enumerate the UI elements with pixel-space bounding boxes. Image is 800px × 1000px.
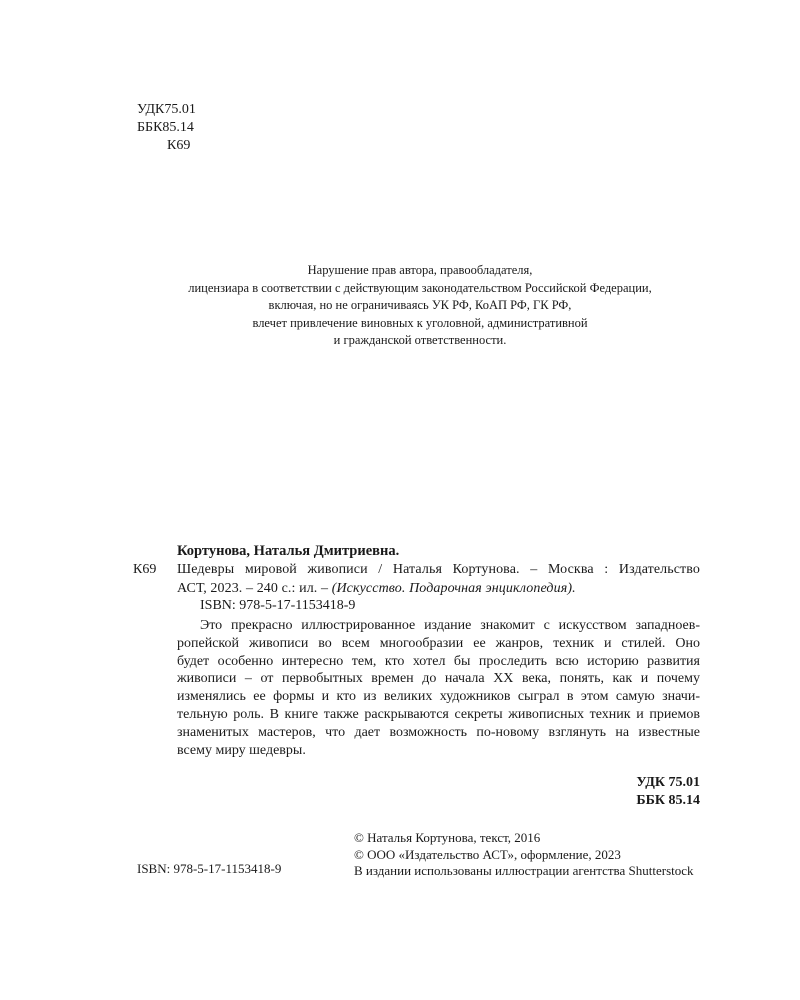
record-imprint: АСТ, 2023. – 240 с.: ил. – [177, 581, 332, 596]
author-mark: К69 [167, 138, 191, 153]
udk-code: УДК75.01 [137, 102, 196, 117]
copyright-block [354, 830, 694, 880]
annotation-paragraph [177, 617, 700, 759]
notice-line: включая, но не ограничиваясь УК РФ, КоАП РФ, ГК РФ, [268, 298, 572, 313]
record-author-mark: К69 [133, 562, 157, 577]
record-description [177, 560, 700, 598]
record-series: (Искусство. Подарочная энциклопедия). [331, 581, 576, 596]
udk-code-bottom: УДК 75.01 [636, 775, 700, 790]
annotation-line: изменялись ее формы и кто из великих художников сыграл в этом самую значи- [177, 689, 700, 705]
notice-line: Нарушение прав автора, правообладателя, [307, 263, 533, 277]
record-description-line [177, 579, 700, 598]
record-description-line: Шедевры мировой живописи / Наталья Кортунова. – Москва : Издательство [177, 562, 700, 577]
classification-block [137, 101, 196, 155]
annotation-line: будет особенно интересно тем, кто хотел бы проследить всю историю развития [177, 653, 700, 669]
copyright-notice [150, 262, 690, 350]
notice-line: влечет привлечение виновных к уголовной, административной [252, 315, 588, 330]
annotation-line: тельную роль. В книге также раскрываются секреты живописных техник и приемов [177, 706, 700, 722]
notice-line: лицензиара в соответствии с действующим законодательством Российской Федерации, [188, 280, 652, 295]
footer-isbn: ISBN: 978-5-17-1153418-9 [137, 861, 282, 876]
copyright-line: © Наталья Кортунова, текст, 2016 [354, 830, 541, 845]
annotation-line: знаменитых мастеров, что дает возможность по-новому взглянуть на известные [177, 724, 700, 740]
copyright-line: © ООО «Издательство АСТ», оформление, 2023 [354, 846, 621, 862]
illustration-credit: В издании использованы иллюстрации агентства Shutterstock [354, 863, 694, 878]
udk-bbk-bottom [560, 774, 700, 810]
annotation-line: Это прекрасно иллюстрированное издание знакомит с искусством западноев- [200, 618, 700, 633]
annotation-line: живописи – от первобытных времен до начала XX века, понять, как и почему [177, 671, 700, 687]
notice-line: и гражданской ответственности. [333, 333, 507, 348]
record-author: Кортунова, Наталья Дмитриевна. [177, 543, 400, 559]
bbk-code-bottom: ББК 85.14 [636, 793, 700, 808]
annotation-line: всему миру шедевры. [177, 742, 306, 758]
record-isbn: ISBN: 978-5-17-1153418-9 [200, 598, 356, 613]
annotation-line: ропейской живописи во всем многообразии ее жанров, техник и стилей. Оно [177, 635, 700, 651]
bbk-code: ББК85.14 [137, 120, 194, 135]
